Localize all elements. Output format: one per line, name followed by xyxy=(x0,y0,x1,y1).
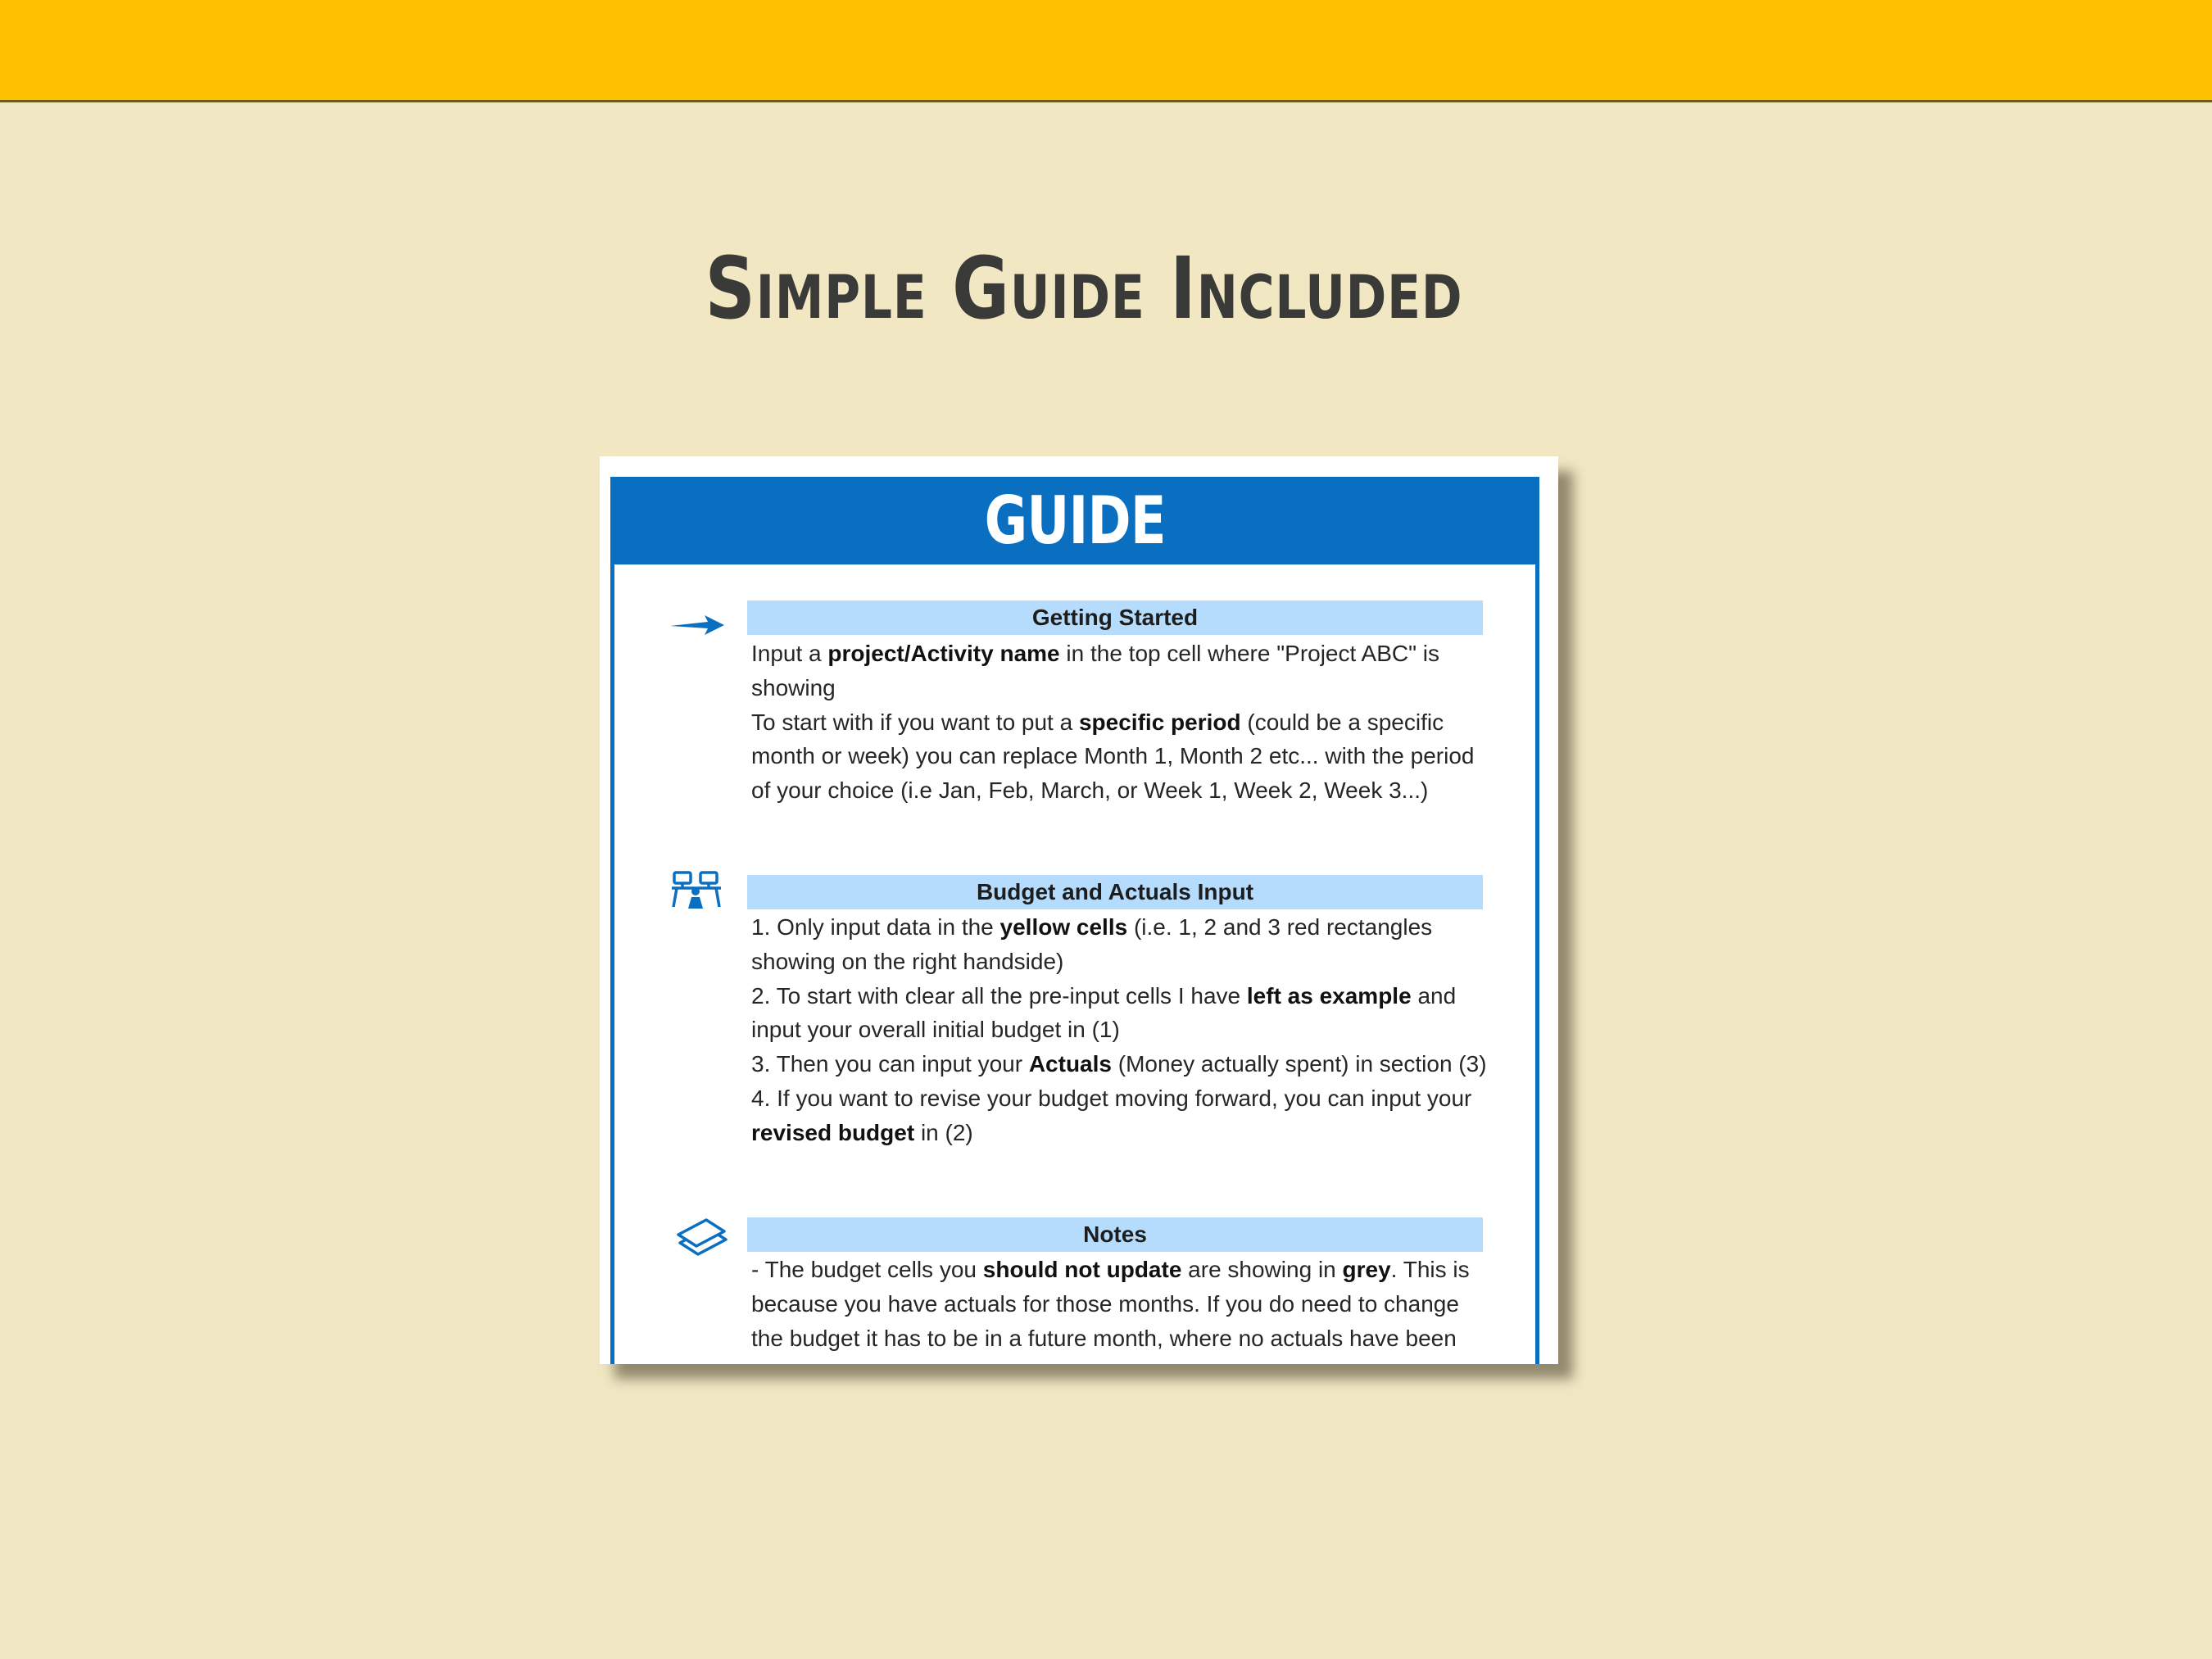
text-run: 2. To start with clear all the pre-input cells I have xyxy=(751,982,1247,1009)
text-run: 1. Only input data in the xyxy=(751,914,1000,940)
text-run: (Money actually spent) in section (3) xyxy=(1111,1051,1487,1077)
section-paragraph xyxy=(751,705,1489,808)
text-run: are showing in xyxy=(1181,1257,1343,1282)
bold-text: Actuals xyxy=(1028,1051,1112,1077)
text-run: - The budget cells you xyxy=(751,1257,983,1282)
text-run: in the top cell where "Project ABC" is showing xyxy=(751,641,1440,700)
text-run: 4. If you want to revise your budget moving forward, you can input your xyxy=(751,1085,1472,1111)
section-paragraph xyxy=(751,910,1489,979)
arrow-right-icon xyxy=(665,600,731,649)
bold-text: grey xyxy=(1342,1257,1391,1282)
text-run: Input a xyxy=(751,641,828,666)
section-header-budget-actuals: Budget and Actuals Input xyxy=(747,875,1483,909)
section-paragraph xyxy=(751,1253,1489,1355)
notes-icon xyxy=(673,1212,739,1261)
guide-header xyxy=(610,477,1539,564)
bold-text: should not update xyxy=(982,1257,1182,1282)
bold-text: revised budget xyxy=(751,1119,915,1145)
bold-text: left as example xyxy=(1246,982,1412,1009)
top-banner-bar xyxy=(0,0,2212,102)
section-paragraph xyxy=(751,1047,1489,1081)
section-header-notes: Notes xyxy=(747,1217,1483,1252)
text-run: To start with if you want to put a xyxy=(751,709,1079,735)
text-run: in (2) xyxy=(914,1119,973,1145)
text-run: 3. Then you can input your xyxy=(751,1051,1029,1077)
guide-card xyxy=(600,456,1558,1364)
page-title: Simple Guide Included xyxy=(705,238,1463,338)
meeting-table-icon xyxy=(670,868,736,917)
section-paragraph xyxy=(751,979,1489,1048)
bold-text: specific period xyxy=(1078,709,1241,735)
bold-text: project/Activity name xyxy=(827,641,1060,666)
text-run: and input your overall initial budget in (1) xyxy=(751,982,1457,1043)
text-run: . This is because you have actuals for those months. If you do need to change the budget it has to be in a future month, where no actuals have been xyxy=(751,1257,1470,1351)
text-run: (i.e. 1, 2 and 3 red rectangles showing on the right handside) xyxy=(751,914,1433,974)
section-paragraph xyxy=(751,637,1489,705)
section-body-budget-actuals xyxy=(751,910,1489,1150)
section-body-getting-started xyxy=(751,637,1489,808)
section-paragraph xyxy=(751,1081,1489,1150)
section-header-getting-started: Getting Started xyxy=(747,601,1483,635)
guide-header-title: GUIDE xyxy=(984,483,1166,559)
text-run: (could be a specific month or week) you can replace Month 1, Month 2 etc... with the period of your choice (i.e Jan, Feb, March, or Week 1, Week 2, Week 3...) xyxy=(751,709,1475,804)
section-body-notes xyxy=(751,1253,1489,1355)
bold-text: yellow cells xyxy=(999,914,1128,940)
